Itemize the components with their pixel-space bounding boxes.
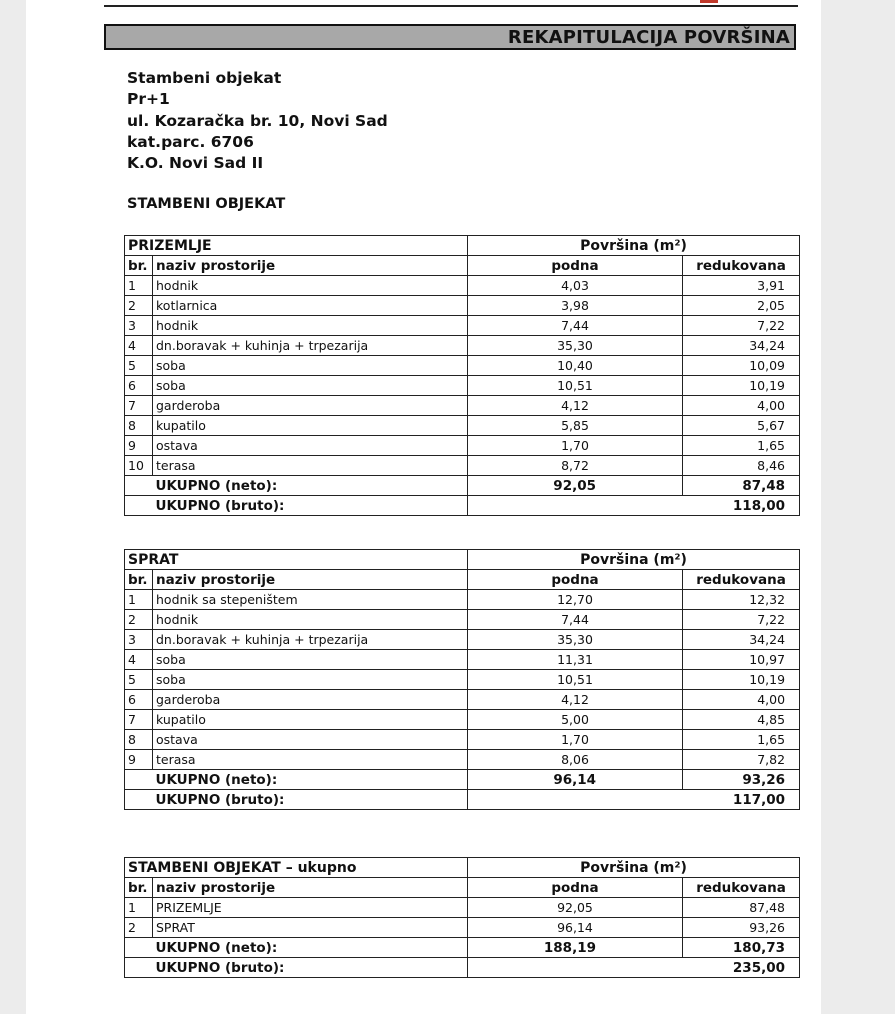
table-row <box>125 630 800 650</box>
total-neto-podna: 96,14 <box>468 770 683 790</box>
area-redukovana: 10,19 <box>683 670 800 690</box>
area-podna: 5,00 <box>468 710 683 730</box>
total-bruto-label: UKUPNO (bruto): <box>153 790 468 810</box>
top-accent-mark <box>700 0 718 3</box>
total-bruto-value: 117,00 <box>683 790 800 810</box>
table-row <box>125 296 800 316</box>
total-spacer <box>125 476 153 496</box>
row-number: 1 <box>125 276 153 296</box>
total-spacer <box>125 938 153 958</box>
area-redukovana: 4,85 <box>683 710 800 730</box>
area-podna: 10,40 <box>468 356 683 376</box>
row-number: 2 <box>125 610 153 630</box>
area-podna: 8,06 <box>468 750 683 770</box>
room-name: dn.boravak + kuhinja + trpezarija <box>153 336 468 356</box>
area-redukovana: 7,22 <box>683 610 800 630</box>
area-podna: 11,31 <box>468 650 683 670</box>
area-podna: 4,03 <box>468 276 683 296</box>
area-redukovana: 34,24 <box>683 630 800 650</box>
room-name: terasa <box>153 750 468 770</box>
total-spacer <box>125 958 153 978</box>
info-line: Pr+1 <box>127 90 170 109</box>
info-line: K.O. Novi Sad II <box>127 154 264 173</box>
column-header-row <box>125 256 800 276</box>
row-number: 4 <box>125 650 153 670</box>
total-neto-row <box>125 770 800 790</box>
room-name: SPRAT <box>153 918 468 938</box>
room-name: kupatilo <box>153 710 468 730</box>
area-redukovana: 4,00 <box>683 396 800 416</box>
area-podna: 12,70 <box>468 590 683 610</box>
room-name: hodnik <box>153 276 468 296</box>
total-neto-podna: 92,05 <box>468 476 683 496</box>
row-number: 9 <box>125 436 153 456</box>
table-row <box>125 730 800 750</box>
table-row <box>125 650 800 670</box>
col-header-br: br. <box>125 878 153 898</box>
room-name: dn.boravak + kuhinja + trpezarija <box>153 630 468 650</box>
total-neto-redukovana: 87,48 <box>683 476 800 496</box>
area-podna: 96,14 <box>468 918 683 938</box>
total-neto-label: UKUPNO (neto): <box>153 938 468 958</box>
info-line: ul. Kozaračka br. 10, Novi Sad <box>127 111 388 130</box>
col-header-br: br. <box>125 570 153 590</box>
table-sprat <box>124 549 800 810</box>
room-name: ostava <box>153 436 468 456</box>
total-bruto-gap <box>468 790 683 810</box>
row-number: 5 <box>125 356 153 376</box>
object-info <box>127 68 388 174</box>
table-title: STAMBENI OBJEKAT – ukupno <box>125 858 468 878</box>
row-number: 3 <box>125 316 153 336</box>
total-neto-label: UKUPNO (neto): <box>153 770 468 790</box>
room-name: hodnik sa stepeništem <box>153 590 468 610</box>
total-bruto-label: UKUPNO (bruto): <box>153 496 468 516</box>
area-redukovana: 5,67 <box>683 416 800 436</box>
row-number: 3 <box>125 630 153 650</box>
row-number: 8 <box>125 416 153 436</box>
room-name: hodnik <box>153 316 468 336</box>
area-podna: 3,98 <box>468 296 683 316</box>
area-podna: 1,70 <box>468 730 683 750</box>
row-number: 9 <box>125 750 153 770</box>
section-title: STAMBENI OBJEKAT <box>127 196 286 212</box>
area-redukovana: 4,00 <box>683 690 800 710</box>
table-header-row <box>125 550 800 570</box>
table-title: PRIZEMLJE <box>125 236 468 256</box>
area-podna: 4,12 <box>468 396 683 416</box>
table-prizemlje <box>124 235 800 516</box>
area-podna: 1,70 <box>468 436 683 456</box>
area-redukovana: 7,82 <box>683 750 800 770</box>
col-header-br: br. <box>125 256 153 276</box>
col-header-name: naziv prostorije <box>153 878 468 898</box>
area-redukovana: 12,32 <box>683 590 800 610</box>
total-neto-podna: 188,19 <box>468 938 683 958</box>
row-number: 4 <box>125 336 153 356</box>
total-bruto-row <box>125 958 800 978</box>
table-row <box>125 316 800 336</box>
area-podna: 4,12 <box>468 690 683 710</box>
area-redukovana: 10,19 <box>683 376 800 396</box>
area-podna: 8,72 <box>468 456 683 476</box>
total-neto-label: UKUPNO (neto): <box>153 476 468 496</box>
column-header-row <box>125 878 800 898</box>
col-header-redukovana: redukovana <box>683 256 800 276</box>
table-ukupno <box>124 857 800 978</box>
row-number: 7 <box>125 396 153 416</box>
total-spacer <box>125 496 153 516</box>
info-line: kat.parc. 6706 <box>127 132 254 151</box>
row-number: 10 <box>125 456 153 476</box>
room-name: soba <box>153 356 468 376</box>
area-redukovana: 7,22 <box>683 316 800 336</box>
room-name: soba <box>153 650 468 670</box>
table-row <box>125 898 800 918</box>
table-row <box>125 610 800 630</box>
total-bruto-row <box>125 790 800 810</box>
total-neto-redukovana: 180,73 <box>683 938 800 958</box>
area-label: Površina (m²) <box>468 550 800 570</box>
room-name: soba <box>153 376 468 396</box>
row-number: 5 <box>125 670 153 690</box>
area-redukovana: 93,26 <box>683 918 800 938</box>
area-redukovana: 1,65 <box>683 730 800 750</box>
page-title: REKAPITULACIJA POVRŠINA <box>507 26 790 48</box>
col-header-name: naziv prostorije <box>153 256 468 276</box>
col-header-podna: podna <box>468 570 683 590</box>
table-row <box>125 396 800 416</box>
total-bruto-gap <box>468 496 683 516</box>
top-rule <box>104 5 798 7</box>
row-number: 1 <box>125 898 153 918</box>
room-name: ostava <box>153 730 468 750</box>
total-neto-row <box>125 476 800 496</box>
total-bruto-row <box>125 496 800 516</box>
row-number: 7 <box>125 710 153 730</box>
total-bruto-value: 118,00 <box>683 496 800 516</box>
col-header-redukovana: redukovana <box>683 878 800 898</box>
col-header-name: naziv prostorije <box>153 570 468 590</box>
room-name: kotlarnica <box>153 296 468 316</box>
table-row <box>125 590 800 610</box>
table-row <box>125 918 800 938</box>
total-bruto-label: UKUPNO (bruto): <box>153 958 468 978</box>
area-redukovana: 2,05 <box>683 296 800 316</box>
table-row <box>125 376 800 396</box>
area-podna: 35,30 <box>468 336 683 356</box>
area-podna: 7,44 <box>468 316 683 336</box>
table-row <box>125 436 800 456</box>
total-neto-row <box>125 938 800 958</box>
area-label: Površina (m²) <box>468 236 800 256</box>
row-number: 6 <box>125 690 153 710</box>
area-redukovana: 1,65 <box>683 436 800 456</box>
table-row <box>125 750 800 770</box>
area-podna: 35,30 <box>468 630 683 650</box>
room-name: hodnik <box>153 610 468 630</box>
table-row <box>125 710 800 730</box>
total-bruto-value: 235,00 <box>683 958 800 978</box>
header-bar <box>104 24 796 50</box>
table-row <box>125 690 800 710</box>
area-podna: 92,05 <box>468 898 683 918</box>
area-podna: 10,51 <box>468 670 683 690</box>
row-number: 6 <box>125 376 153 396</box>
col-header-redukovana: redukovana <box>683 570 800 590</box>
col-header-podna: podna <box>468 878 683 898</box>
row-number: 1 <box>125 590 153 610</box>
area-podna: 5,85 <box>468 416 683 436</box>
table-header-row <box>125 236 800 256</box>
area-redukovana: 10,97 <box>683 650 800 670</box>
room-name: PRIZEMLJE <box>153 898 468 918</box>
table-row <box>125 670 800 690</box>
table-row <box>125 416 800 436</box>
area-redukovana: 87,48 <box>683 898 800 918</box>
table-header-row <box>125 858 800 878</box>
table-row <box>125 276 800 296</box>
area-redukovana: 8,46 <box>683 456 800 476</box>
col-header-podna: podna <box>468 256 683 276</box>
area-podna: 7,44 <box>468 610 683 630</box>
table-row <box>125 456 800 476</box>
room-name: kupatilo <box>153 416 468 436</box>
room-name: garderoba <box>153 690 468 710</box>
info-line: Stambeni objekat <box>127 69 282 87</box>
total-bruto-gap <box>468 958 683 978</box>
area-podna: 10,51 <box>468 376 683 396</box>
room-name: terasa <box>153 456 468 476</box>
total-spacer <box>125 790 153 810</box>
room-name: garderoba <box>153 396 468 416</box>
row-number: 2 <box>125 918 153 938</box>
area-label: Površina (m²) <box>468 858 800 878</box>
row-number: 8 <box>125 730 153 750</box>
area-redukovana: 10,09 <box>683 356 800 376</box>
area-redukovana: 34,24 <box>683 336 800 356</box>
column-header-row <box>125 570 800 590</box>
total-spacer <box>125 770 153 790</box>
total-neto-redukovana: 93,26 <box>683 770 800 790</box>
table-title: SPRAT <box>125 550 468 570</box>
area-redukovana: 3,91 <box>683 276 800 296</box>
row-number: 2 <box>125 296 153 316</box>
table-row <box>125 336 800 356</box>
table-row <box>125 356 800 376</box>
room-name: soba <box>153 670 468 690</box>
